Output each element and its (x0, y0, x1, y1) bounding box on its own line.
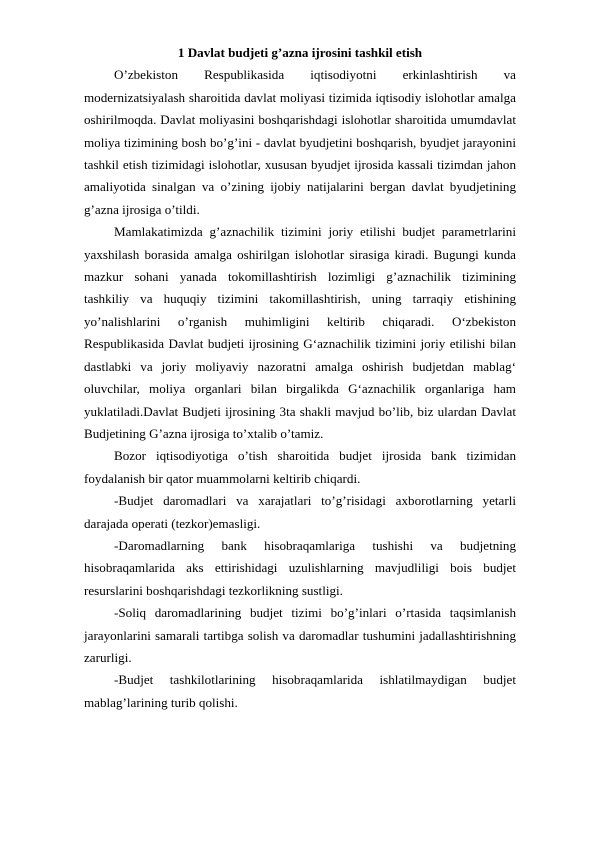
list-item: -Budjet tashkilotlarining hisobraqamlarida ishlatilmaydigan budjet mablag’larining turib qolishi. (84, 672, 516, 710)
list-item: -Budjet daromadlari va xarajatlari to’g’risidagi axborotlarning yetarli darajada operati (tezkor)emasligi. (84, 493, 516, 531)
list-item: -Soliq daromadlarining budjet tizimi bo’g’inlari o’rtasida taqsimlanish jarayonlarini samarali tartibga solish va daromadlar tushumini jadallashtirishning zarurligi. (84, 605, 516, 665)
document-page (84, 42, 516, 714)
paragraph: O’zbekiston Respublikasida iqtisodiyotni erkinlashtirish va modernizatsiyalash sharoitida davlat moliyasi tizimida iqtisodiy islohotlar amalga oshirilmoqda. Davlat moliyasini boshqarishdagi islohotlar sharoitida umumdavlat moliya tizimining bosh bo’g’ini - davlat byudjetini boshqarish, byudjet jarayonini tashkil etish tizimidagi islohotlar, xususan byudjet ijrosida kassali tizimdan jahon amaliyotida sinalgan va o’zining ijobiy natijalarini bergan davlat byudjetining g’azna ijrosiga o’tildi. (84, 67, 516, 217)
paragraph: Mamlakatimizda g’aznachilik tizimini joriy etilishi budjet parametrlarini yaxshilash borasida amalga oshirilgan islohotlar sirasiga kiradi. Bugungi kunda mazkur sohani yanada tokomillashtirish lozimligi g’aznachilik tizimining tashkiliy va huquqiy tizimini takomillashtirish, uning tarraqiy etishining yo’nalishlarini o’rganish muhimligini keltirib chiqaradi. O‘zbekiston Respublikasida Davlat budjeti ijrosining G‘aznachilik tizimini joriy etilishi bilan dastlabki va joriy moliyaviy nazoratni amalga oshirish budjetdan mablag‘ oluvchilar, moliya organlari bilan birgalikda G‘aznachilik organlariga ham yuklatiladi.Davlat Budjeti ijrosining 3ta shakli mavjud bo’lib, biz ulardan Davlat Budjetining G’azna ijrosiga to’xtalib o’tamiz. (84, 224, 516, 441)
paragraph: Bozor iqtisodiyotiga o’tish sharoitida budjet ijrosida bank tizimidan foydalanish bir qator muammolarni keltirib chiqardi. (84, 448, 516, 486)
document-title: 1 Davlat budjeti g’azna ijrosini tashkil etish (177, 45, 423, 60)
list-item: -Daromadlarning bank hisobraqamlariga tushishi va budjetning hisobraqamlarida aks ettirishidagi uzulishlarning mavjudliligi bois budjet resurslarini boshqarishdagi tezkorlikning sustligi. (84, 537, 516, 598)
